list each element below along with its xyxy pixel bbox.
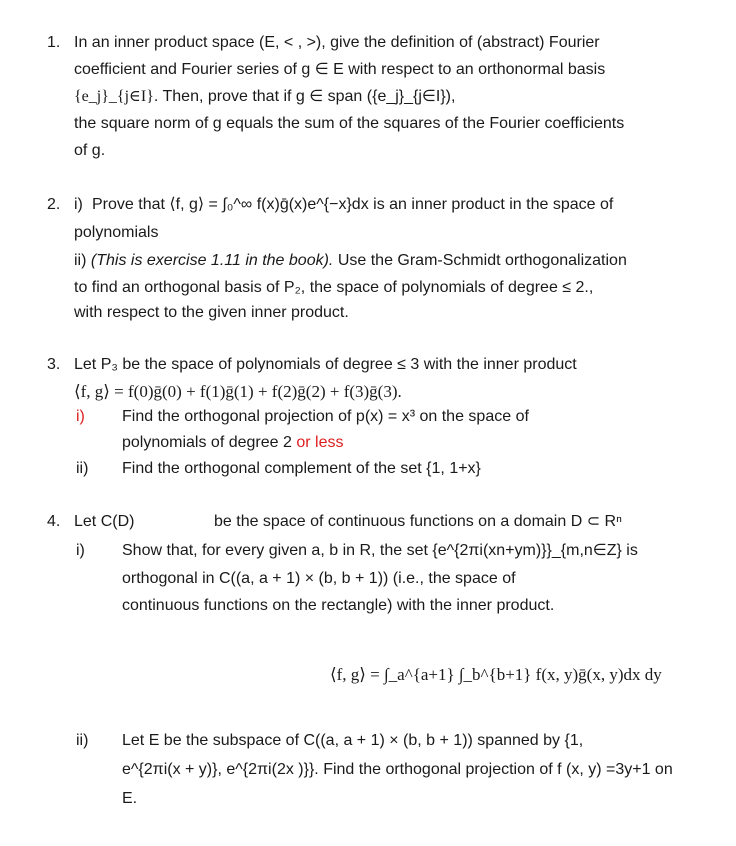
text-line: Let E be the subspace of C((a, a + 1) × (b, b + 1)) spanned by {1, — [122, 732, 584, 749]
text-fragment: Use the Gram-Schmidt orthogonalization — [333, 252, 627, 269]
text-fragment: . Then, prove that if g ∈ span ({e_j}_{j∈I}), — [153, 88, 456, 105]
text-line: Prove that ⟨f, g⟩ = ∫₀^∞ f(x)ḡ(x)e^{−x}dx is an inner product in the space of — [92, 196, 614, 213]
question-number: 3. — [47, 356, 61, 373]
text-line: to find an orthogonal basis of P₂, the space of polynomials of degree ≤ 2., — [74, 279, 594, 296]
inner-product-formula: ⟨f, g⟩ = f(0)ḡ(0) + f(1)ḡ(1) + f(2)ḡ(2) + f(3)ḡ(3). — [74, 382, 402, 401]
text-line: E. — [122, 790, 138, 807]
subpart-label: ii) — [76, 732, 89, 749]
italic-note: (This is exercise 1.11 in the book). — [90, 252, 334, 269]
subpart-label: i) — [74, 196, 83, 213]
subpart-label: i) — [76, 542, 85, 559]
text-line: Let P₃ be the space of polynomials of degree ≤ 3 with the inner product — [74, 356, 577, 373]
subpart-label: i) — [76, 408, 85, 425]
basis-math: {e_j}_{j∈I} — [74, 88, 154, 105]
text-line: of g. — [74, 142, 106, 159]
text-line: Show that, for every given a, b in R, the set {e^{2πi(xn+ym)}}_{m,n∈Z} is — [122, 542, 638, 559]
text-fragment: polynomials of degree 2 — [122, 434, 292, 451]
question-number: 4. — [47, 513, 61, 530]
text-line: Find the orthogonal complement of the set {1, 1+x} — [122, 460, 481, 477]
subpart-label: ii) — [76, 460, 89, 477]
text-line: coefficient and Fourier series of g ∈ E with respect to an orthonormal basis — [74, 61, 606, 78]
text-line: the square norm of g equals the sum of the squares of the Fourier coefficients — [74, 115, 625, 132]
question-number: 1. — [47, 34, 61, 51]
text-line: polynomials — [74, 224, 159, 241]
text-line: with respect to the given inner product. — [74, 304, 349, 321]
text-line: In an inner product space (E, < , >), give the definition of (abstract) Fourier — [74, 34, 600, 51]
formula-text: ⟨f, g⟩ = ∫_a^{a+1} ∫_b^{b+1} f(x, y)ḡ(x, y)dx dy — [330, 665, 662, 684]
question-number: 2. — [47, 196, 61, 213]
text-line — [74, 253, 627, 269]
text-line — [74, 89, 455, 105]
text-line: continuous functions on the rectangle) with the inner product. — [122, 597, 555, 614]
highlighted-text: or less — [296, 434, 344, 451]
subpart-label: ii) — [74, 252, 87, 269]
text-line — [122, 435, 343, 451]
text-line: Find the orthogonal projection of p(x) = x³ on the space of — [122, 408, 529, 425]
text-line: be the space of continuous functions on a domain D ⊂ Rⁿ — [214, 513, 622, 530]
text-line: Let C(D) — [74, 513, 135, 530]
text-line: e^{2πi(x + y)}, e^{2πi(2x )}}. Find the orthogonal projection of f (x, y) =3y+1 on — [122, 761, 673, 778]
text-line: orthogonal in C((a, a + 1) × (b, b + 1)) (i.e., the space of — [122, 570, 516, 587]
